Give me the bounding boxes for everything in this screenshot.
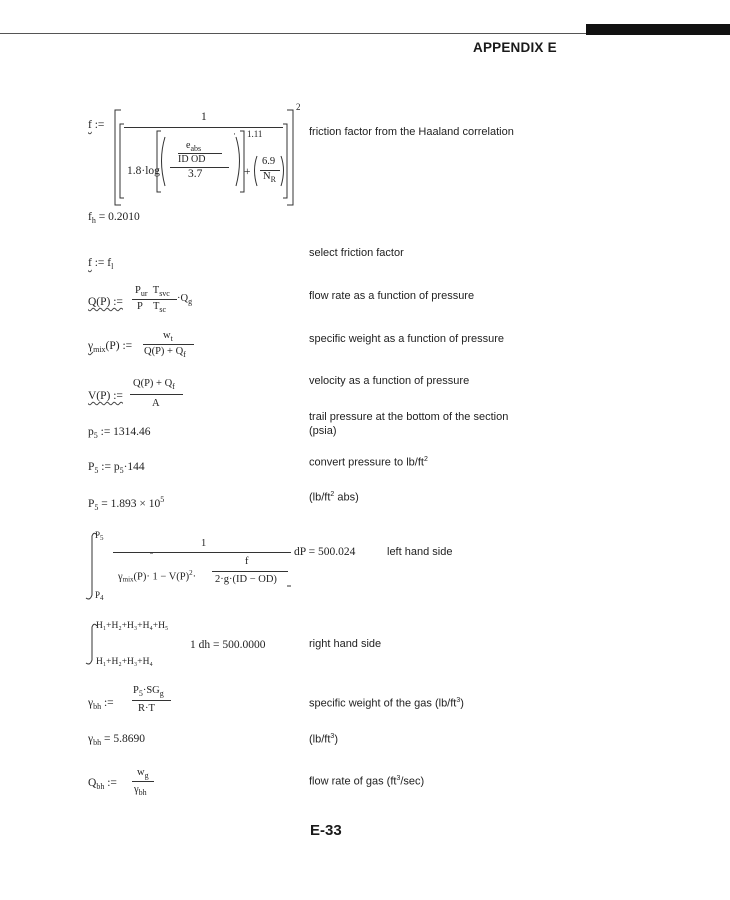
lhs-integral-inner-numerator: f bbox=[245, 556, 249, 567]
gas-flow-description: flow rate of gas $(ft^3/\sec)$ bbox=[309, 775, 425, 788]
appendix-title: APPENDIX E bbox=[473, 40, 557, 55]
haaland-3-7: 3.7 bbox=[188, 168, 203, 180]
flow-rate-tail: $\cdot Q_g$ bbox=[177, 293, 193, 306]
page-number: E-33 bbox=[310, 822, 342, 839]
haaland-e-abs: $e_{abs}$ bbox=[186, 140, 202, 153]
P5-convert-description: convert pressure to $lb/ft^2$ bbox=[309, 456, 428, 469]
gas-flow-denominator: $\gamma_{bh}$ bbox=[134, 784, 147, 797]
gas-weight-value: $\gamma_{bh} = 5.8690$ bbox=[88, 733, 145, 747]
haaland-numerator: 1 bbox=[201, 111, 207, 123]
haaland-main-fraction-bar bbox=[124, 127, 283, 128]
gas-flow-lhs: $Q_{bh}$ := bbox=[88, 777, 117, 791]
rhs-integral-description: right hand side bbox=[309, 638, 382, 650]
gas-flow-numerator: $w_g$ bbox=[137, 767, 149, 780]
lhs-integral-numerator: 1 bbox=[201, 538, 207, 549]
p5-description: trail pressure at the bottom of the section bbox=[309, 411, 509, 423]
haaland-description: friction factor from the Haaland correlation bbox=[309, 126, 514, 138]
lhs-integral-lower: $P_4$ bbox=[95, 590, 104, 602]
flow-rate-lhs: Q(P) := bbox=[88, 296, 123, 308]
velocity-lhs: V(P) := bbox=[88, 390, 123, 402]
haaland-exponent: 1.11 bbox=[247, 129, 263, 139]
P5-convert-eq: $P_5$ := $p_5\cdot 144$ bbox=[88, 461, 145, 475]
haaland-exp-dot: · bbox=[233, 129, 236, 139]
haaland-6-9: 6.9 bbox=[262, 156, 276, 167]
fh-value: $f_h = 0.2010$ bbox=[88, 211, 140, 225]
haaland-lhs: f := bbox=[88, 119, 105, 131]
lhs-integral-denominator: $\gamma mix(P)\cdot 1 - V(P)^2\cdot$ bbox=[118, 569, 197, 584]
haaland-nr: $N_R$ bbox=[263, 171, 276, 184]
flow-rate-numerator: $P_{ur}$ $T_{svc}$ bbox=[135, 285, 170, 298]
lhs-integral-inner-denominator: 2·g·(ID − OD) bbox=[215, 574, 277, 585]
gas-weight-lhs: $\gamma_{bh}$ := bbox=[88, 697, 114, 711]
select-friction-description: select friction factor bbox=[309, 247, 404, 259]
p5-eq: $p_5$ := 1314.46 bbox=[88, 426, 151, 440]
lhs-integral-result: dP = 500.024 bbox=[294, 546, 356, 558]
flow-rate-description: flow rate as a function of pressure bbox=[309, 290, 475, 302]
velocity-description: velocity as a function of pressure bbox=[309, 375, 470, 387]
flow-rate-denominator: P $T_{sc}$ bbox=[137, 301, 167, 314]
rhs-integral-upper: H₁+H₂+H₃+H₄+H₅ bbox=[96, 621, 169, 631]
specific-weight-lhs: $\gamma_{mix}(P)$ := bbox=[88, 340, 133, 354]
p5-units: (psia) bbox=[309, 425, 337, 437]
gas-weight-numerator: $P_5\cdot SG_g$ bbox=[133, 685, 164, 698]
specific-weight-description: specific weight as a function of pressure bbox=[309, 333, 505, 345]
lhs-integral-inner-fraction-bar bbox=[212, 571, 288, 572]
velocity-denominator: A bbox=[152, 398, 160, 409]
velocity-numerator: $Q(P) + Q_f$ bbox=[133, 378, 175, 391]
specific-weight-numerator: $w_t$ bbox=[163, 330, 173, 343]
P5-value-units: ($lb/ft^2$ abs) bbox=[309, 491, 359, 504]
lhs-integral-upper: $P_5$ bbox=[95, 530, 104, 542]
haaland-plus: + bbox=[244, 166, 251, 178]
rhs-integral-body: 1 dh = 500.0000 bbox=[190, 639, 266, 651]
lhs-integral-fraction-bar bbox=[113, 552, 291, 553]
gas-weight-value-units: $(lb/ft^3)$ bbox=[309, 733, 338, 746]
rhs-integral-lower: H₁+H₂+H₃+H₄ bbox=[96, 657, 153, 667]
haaland-square-exponent: 2 bbox=[296, 102, 301, 112]
select-friction-eq: f := $f_l$ bbox=[88, 257, 114, 271]
lhs-integral-description: left hand side bbox=[387, 546, 453, 558]
gas-weight-description: specific weight of the gas $(lb/ft^3)$ bbox=[309, 697, 464, 710]
gas-flow-fraction-bar bbox=[132, 781, 154, 782]
haaland-id-od: ID OD bbox=[178, 154, 206, 165]
velocity-fraction-bar bbox=[130, 394, 183, 395]
haaland-log: 1.8·log bbox=[127, 165, 160, 177]
flow-rate-fraction-bar bbox=[132, 299, 177, 300]
P5-value-eq: $P_5 = 1.893 \times 10^5$ bbox=[88, 495, 165, 512]
gas-weight-fraction-bar bbox=[132, 700, 171, 701]
specific-weight-denominator: $Q(P) + Q_f$ bbox=[144, 346, 186, 359]
gas-weight-denominator: R·T bbox=[138, 703, 155, 714]
specific-weight-fraction-bar bbox=[143, 344, 194, 345]
